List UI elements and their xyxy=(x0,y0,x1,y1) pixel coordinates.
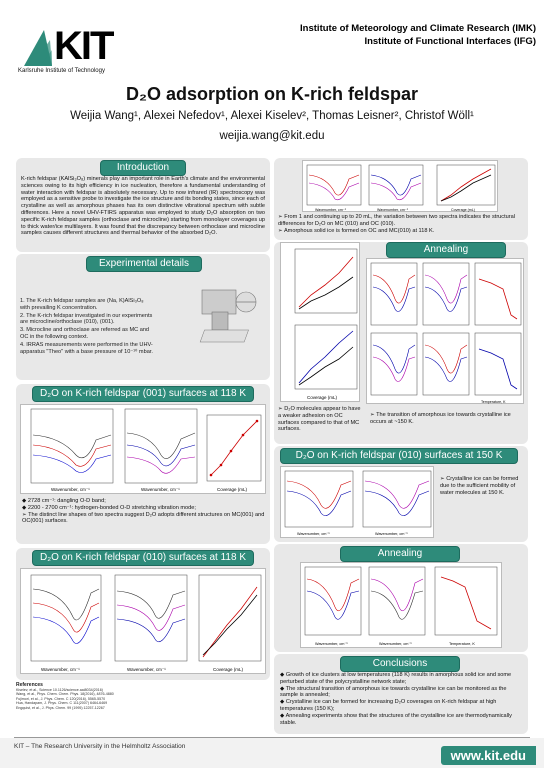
footer-text: KIT – The Research University in the Helmholtz Association xyxy=(14,743,186,750)
s001-bullet-3: ➢ The distinct line shapes of two spectra suggest D₂O adopts different structures on MC(001) and OC(001) surfaces. xyxy=(22,511,265,525)
annealing-svg-1 xyxy=(367,259,525,405)
logo-subtitle: Karlsruhe Institute of Technology xyxy=(18,68,105,74)
conclusion-4: ◆ Annealing experiments show that the structures of the crystalline ice are thermodynamically stable. xyxy=(280,712,512,726)
s001-bullet-2: ◆ 2200 - 2700 cm⁻¹: hydrogen-bonded O-D stretching vibration mode; xyxy=(22,504,196,511)
poster-title: D₂O adsorption on K-rich feldspar xyxy=(125,84,419,104)
tr-xlabel-c: Coverage (mL) xyxy=(451,208,475,212)
references xyxy=(16,682,270,734)
s010-xlabel-a: Wavenumber, cm⁻¹ xyxy=(41,667,80,672)
s001-bullets xyxy=(22,498,266,525)
s150-panel xyxy=(274,446,528,542)
intro-heading: Introduction xyxy=(100,160,186,176)
pa-xlabel: Coverage (mL) xyxy=(307,395,338,400)
email: weijia.wang@kit.edu xyxy=(219,130,325,142)
tr-bullet-2: ➢ Amorphous solid ice is formed on OC and MC(010) at 118 K. xyxy=(278,227,435,234)
conclusion-1: ◆ Growth of ice clusters at low temperatures (118 K) results in amorphous solid ice and some perturbed state of the polycrystalline network state; xyxy=(280,672,512,685)
authors: Weijia Wang¹, Alexei Nefedov¹, Alexei Kiselev², Thomas Leisner², Christof Wöll¹ xyxy=(70,110,474,122)
annealing-panel-2 xyxy=(274,544,528,652)
s001-heading: D₂O on K-rich feldspar (001) surfaces at 118 K xyxy=(32,386,254,402)
institute-1: Institute of Meteorology and Climate Research (IMK) xyxy=(300,23,536,34)
conclusion-3: ◆ Crystalline ice can be formed for increasing D₂O coverages on K-rich feldspar at high temperatures (150 K); xyxy=(280,699,497,712)
exp-item-3: 3. Microcline and orthoclase are referred as MC and OC in the following context. xyxy=(20,327,150,340)
tr-xlabel-a: Wavenumber, cm⁻¹ xyxy=(315,208,346,212)
ref-1: Kiselev, et al., Science 10.1126/science.aai8034(2016) xyxy=(16,688,103,692)
kit-logo xyxy=(14,22,134,82)
s010-xlabel-b: Wavenumber, cm⁻¹ xyxy=(127,667,166,672)
top-right-spectra xyxy=(303,161,499,213)
tr-bullet-1: ➢ From 1 and continuing up to 20 mL, the variation between two spectra indicates the structural differences for D₂O on MC (010) and OC (010). xyxy=(278,214,515,227)
annealing-figure-1 xyxy=(366,258,524,404)
panel-b xyxy=(125,409,197,483)
s150-bullet: ➢ Crystalline ice can be formed due to the sufficient mobility of water molecules at 150 K. xyxy=(440,476,519,496)
annealing-heading-2: Annealing xyxy=(340,546,460,562)
mid-bullet-right: ➢ The transition of amorphous ice towards crystalline ice occurs at ~150 K. xyxy=(370,412,511,425)
exp-item-2: 2. The K-rich feldspar investigated in our experiments are microcline/orthoclase (010), (001). xyxy=(20,312,153,326)
top-right-panel xyxy=(274,158,528,240)
s001-spectra-svg xyxy=(21,405,267,495)
an2-xlabel-a: Wavenumber, cm⁻¹ xyxy=(315,642,348,646)
mid-bullet-left: ➢ D₂O molecules appear to have a weaker adhesion on OC surfaces compared to that of MC surfaces. xyxy=(278,406,361,433)
s001-xlabel-a: Wavenumber, cm⁻¹ xyxy=(51,487,90,492)
mid-right-panel xyxy=(274,242,528,444)
ref-2: Wang, et al., Phys. Chem. Chem. Phys. 18(2016), 4876-4880 xyxy=(16,692,114,697)
an2-xlabel-c: Temperature, K xyxy=(449,642,475,646)
s001-bullet-1: ◆ 2728 cm⁻¹: dangling O-D band; xyxy=(22,498,106,504)
s001-figure xyxy=(20,404,266,494)
logo-text: KIT xyxy=(54,24,113,68)
exp-heading: Experimental details xyxy=(86,256,202,272)
s010-xlabel-c: Coverage (mL) xyxy=(213,667,244,672)
top-right-bullets xyxy=(278,214,524,234)
s150-heading: D₂O on K-rich feldspar (010) surfaces at 150 K xyxy=(280,448,518,464)
intro-panel xyxy=(16,158,270,252)
footer-url[interactable]: www.kit.edu xyxy=(441,746,536,765)
annealing-figure-2 xyxy=(300,562,502,648)
s001-panel xyxy=(16,384,270,544)
conclusions-panel xyxy=(274,654,528,734)
ref-4: Hua, Handapam, J. Phys. Chem. C 111(2007) 6464-6469 xyxy=(16,701,108,706)
kit-logo-icon xyxy=(14,26,54,68)
exp-list xyxy=(20,298,154,356)
an1-xlabel: Temperature, K xyxy=(481,400,506,404)
intro-text: K-rich feldspar (KAlSi₃O₈) minerals play an important role in Earth's climate and the environmental sciences owing to its high efficiency in ice nucleation, therefore a fundamental understanding of water interaction with feldspar is absolutely necessary. Up to now infrared (IR) spectroscopy was employed as a sensitive probe to investigate the ice structure and its bonding states, since each of crystalline as well as amorphous phases has its own distinctive vibrational spectrum with subtle differences. Here a novel UHV-FTIRS apparatus was employed to study D₂O absorption on two specific K-rich feldspar samples (orthoclase and microcline) starting from monolayer coverages up to thick water/ice multilayers. It was found that the discrepancy between orthoclase and microcline samples causes different structures and thermal behavior of the absorbed D₂O. xyxy=(21,176,265,237)
conclusions-heading: Conclusions xyxy=(340,656,460,672)
tr-xlabel-b: Wavenumber, cm⁻¹ xyxy=(377,208,408,212)
peak-area-svg xyxy=(281,243,361,403)
s150-xlabel-b: Wavenumber, cm⁻¹ xyxy=(375,532,408,536)
ref-3: Fujimori, et al., J. Phys. Chem. C 120(2016), 5565-5570 xyxy=(16,696,106,701)
panel-c xyxy=(207,415,261,481)
annealing-svg-2 xyxy=(301,563,503,649)
conclusions-list xyxy=(280,672,524,726)
institute-block xyxy=(300,22,536,48)
s010-spectra-svg xyxy=(21,569,267,675)
s001-xlabel-c: Coverage (mL) xyxy=(217,487,248,492)
institute-2: Institute of Functional Interfaces (IFG) xyxy=(364,36,536,47)
top-right-figure xyxy=(302,160,498,212)
s150-svg xyxy=(281,467,435,539)
s150-xlabel-a: Wavenumber, cm⁻¹ xyxy=(297,532,330,536)
s010-figure xyxy=(20,568,266,674)
exp-item-4: 4. IRRAS measurements were performed in the UHV-apparatus "Theo" with a base pressure of 10⁻¹⁰ mbar. xyxy=(20,341,153,355)
ref-5: Engquist, et al., J. Phys. Chem. 99 (1995) 12257-12267 xyxy=(16,705,105,710)
panel-a xyxy=(31,409,113,483)
footer-divider xyxy=(14,737,530,738)
exp-item-1: 1. The K-rich feldspar samples are (Na, K)AlSi₃O₈ with prevailing K concentration. xyxy=(20,298,144,311)
s001-xlabel-b: Wavenumber, cm⁻¹ xyxy=(141,487,180,492)
conclusion-2: ◆ The structural transition of amorphous ice towards crystalline ice can be monitored as the sample is annealed; xyxy=(280,685,507,699)
s150-figure xyxy=(280,466,434,538)
s010-heading: D₂O on K-rich feldspar (010) surfaces at 118 K xyxy=(32,550,254,566)
exp-panel xyxy=(16,254,270,380)
uhv-apparatus-illustration xyxy=(192,282,272,346)
peak-area-figure xyxy=(280,242,360,402)
an2-xlabel-b: Wavenumber, cm⁻¹ xyxy=(379,642,412,646)
s010-panel xyxy=(16,548,270,680)
annealing-heading-1: Annealing xyxy=(386,242,506,258)
references-title: References xyxy=(16,682,43,688)
